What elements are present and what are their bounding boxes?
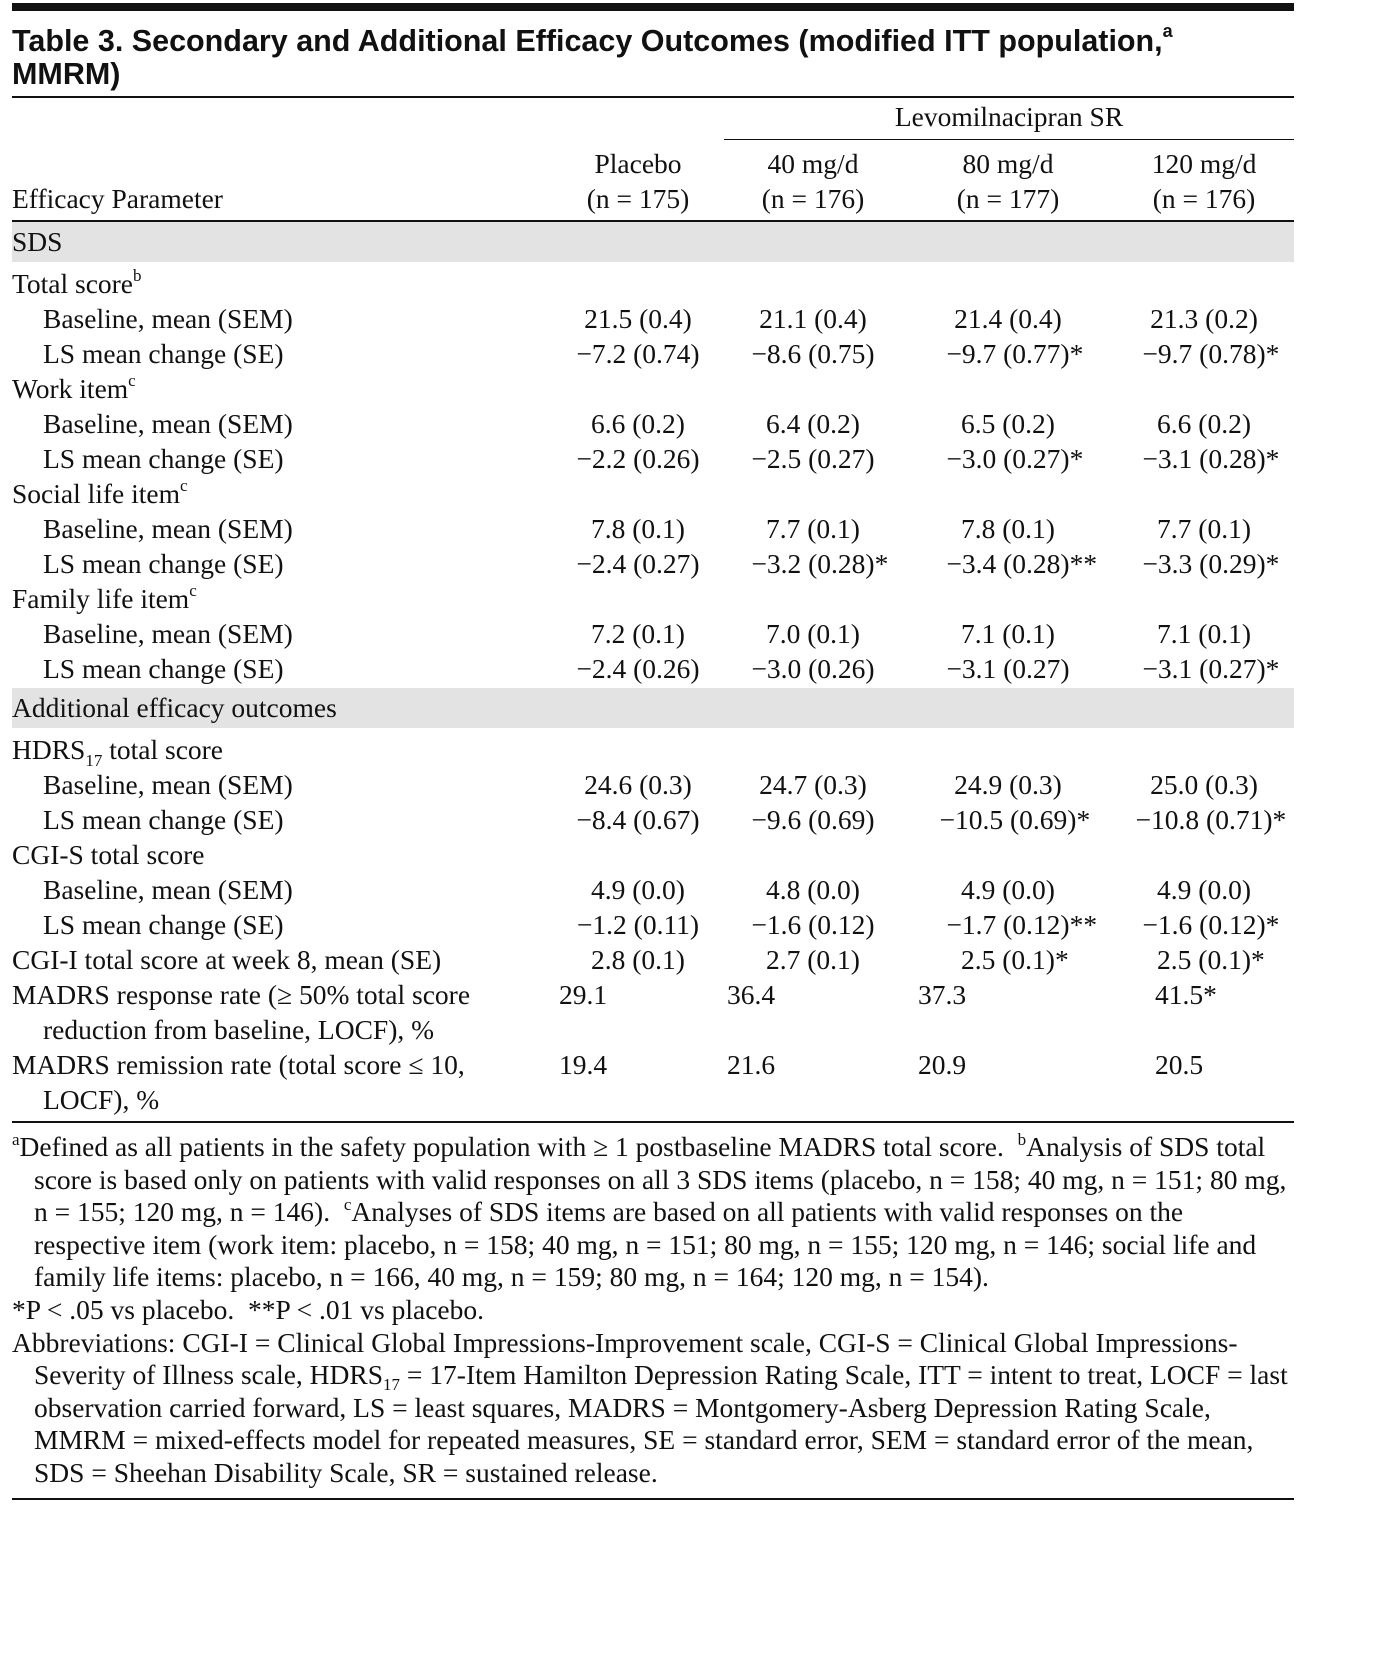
- table-cell: −2.4 (0.27): [576, 548, 700, 579]
- footnote-mark: c: [128, 371, 136, 390]
- table-row: LS mean change (SE) −2.4 (0.27) −3.2 (0.28)* −3.4 (0.28)** −3.3 (0.29)*: [12, 546, 1294, 581]
- col-header-placebo: Placebo: [594, 148, 682, 179]
- levomilnacipran-group-header: Levomilnacipran SR: [724, 98, 1294, 140]
- table-cell: 7.1 (0.1): [1157, 618, 1251, 649]
- table-cell: −10.5 (0.69): [939, 804, 1077, 835]
- row-label: Baseline, mean (SEM): [43, 874, 293, 905]
- table-cell: 6.6 (0.2): [591, 408, 685, 439]
- row-label-cgi-i: CGI-I total score at week 8, mean (SE): [12, 944, 442, 975]
- table-title-footnote-mark: a: [1162, 21, 1173, 41]
- table-cell: −3.4 (0.28): [946, 548, 1070, 579]
- table-row: [12, 301, 1294, 336]
- row-label-work-item: Work item: [12, 373, 129, 404]
- table-cell: 21.6: [727, 1049, 776, 1080]
- table-cell: −7.2 (0.74): [576, 338, 700, 369]
- footnote-a: Defined as all patients in the safety population with ≥ 1 postbaseline MADRS total score.: [19, 1131, 1004, 1162]
- row-label: LS mean change (SE): [43, 804, 284, 835]
- table-cell: 7.1 (0.1): [961, 618, 1055, 649]
- footnote-abbreviations: [12, 1327, 1294, 1490]
- table-row: [12, 406, 1294, 441]
- footnotes: [12, 1131, 1294, 1490]
- table-cell: 4.9 (0.0): [1157, 874, 1251, 905]
- row-label: Baseline, mean (SEM): [43, 408, 293, 439]
- table-cell: 6.6 (0.2): [1157, 408, 1251, 439]
- table-row: LS mean change (SE) −2.2 (0.26) −2.5 (0.27) −3.0 (0.27)* −3.1 (0.28)*: [12, 441, 1294, 476]
- col-n-80mg: (n = 177): [956, 183, 1060, 214]
- table-cell: 21.4 (0.4): [954, 303, 1062, 334]
- table-cell: 21.1 (0.4): [759, 303, 867, 334]
- footnote-mark-a: a: [12, 1130, 20, 1149]
- table-row: LS mean change (SE) −2.4 (0.26) −3.0 (0.26) −3.1 (0.27) −3.1 (0.27)*: [12, 651, 1294, 686]
- table-cell: 19.4: [559, 1049, 608, 1080]
- col-n-40mg: (n = 176): [761, 183, 865, 214]
- row-label-family-life-item: Family life item: [12, 583, 190, 614]
- table-container: [12, 0, 1294, 1500]
- section-label-sds: SDS: [12, 221, 1294, 262]
- row-label: Baseline, mean (SEM): [43, 513, 293, 544]
- col-header-parameter: Efficacy Parameter: [12, 183, 223, 214]
- table-cell: −3.3 (0.29): [1142, 548, 1266, 579]
- row-label-madrs-remission: MADRS remission rate (total score ≤ 10,: [12, 1049, 465, 1080]
- table-row: [12, 616, 1294, 651]
- col-n-120mg: (n = 176): [1152, 183, 1256, 214]
- table-cell: 7.8 (0.1): [961, 513, 1055, 544]
- table-cell: 37.3: [918, 979, 967, 1010]
- efficacy-table: [12, 98, 1294, 1117]
- table-cell: 7.8 (0.1): [591, 513, 685, 544]
- table-cell: 21.5 (0.4): [584, 303, 692, 334]
- table-row: LS mean change (SE) −8.4 (0.67) −9.6 (0.69) −10.5 (0.69)* −10.8 (0.71)*: [12, 802, 1294, 837]
- table-cell: 4.9 (0.0): [961, 874, 1055, 905]
- row-label: LS mean change (SE): [43, 548, 284, 579]
- subscript: 17: [85, 751, 103, 770]
- table-cell: −9.7 (0.77): [946, 338, 1070, 369]
- table-cell: 7.0 (0.1): [766, 618, 860, 649]
- footnote-significance: [12, 1294, 1294, 1327]
- table-row: [12, 371, 1294, 406]
- table-cell: −2.4 (0.26): [576, 653, 700, 684]
- header-n-row: [12, 181, 1294, 216]
- footnote-c: Analyses of SDS items are based on all patients with valid responses on the respective item (work item: placebo, n = 158; 40 mg, n = 151; 80 mg, n = 155; 120 mg, n = 146; social life and family life items: placebo, n = 166, 40 mg, n = 159; 80 mg, n = 164; 120 mg, n = 154).: [34, 1196, 1257, 1293]
- table-cell: 2.5 (0.1): [1157, 944, 1251, 975]
- abbreviations-part1: Abbreviations: CGI-I = Clinical Global Impressions-Improvement scale, CGI-S = Clinical Global Impressions-Severity of Illness scale, HDRS: [12, 1326, 1238, 1391]
- top-rule: [12, 3, 1294, 11]
- section-row-additional: [12, 688, 1294, 728]
- table-row: CGI-I total score at week 8, mean (SE) 2.8 (0.1) 2.7 (0.1) 2.5 (0.1)* 2.5 (0.1)*: [12, 944, 1265, 975]
- col-header-40mg: 40 mg/d: [767, 148, 859, 179]
- footnote-mark: c: [180, 476, 188, 495]
- table-row: [12, 1047, 1294, 1082]
- table-bottom-rule: [12, 1121, 1294, 1123]
- table-cell: 7.2 (0.1): [591, 618, 685, 649]
- header-group-row: [12, 98, 1294, 140]
- table-cell: 25.0 (0.3): [1150, 769, 1258, 800]
- row-label-total-score: Total score: [12, 268, 134, 299]
- footnote-sig-01: **P < .01 vs placebo.: [248, 1293, 484, 1325]
- table-cell: −3.1 (0.27): [946, 653, 1070, 684]
- footnote-b: Analysis of SDS total score is based only on patients with valid responses on all 3 SDS items (placebo, n = 158; 40 mg, n = 151; 80 mg, n = 155; 120 mg, n = 146).: [34, 1131, 1287, 1228]
- table-cell: 2.8 (0.1): [591, 944, 685, 975]
- table-cell: 6.4 (0.2): [766, 408, 860, 439]
- row-label-cgi-s: CGI-S total score: [12, 839, 205, 870]
- table-row: [12, 767, 1294, 802]
- table-cell: 20.9: [918, 1049, 967, 1080]
- table-row: LS mean change (SE) −7.2 (0.74) −8.6 (0.75) −9.7 (0.77)* −9.7 (0.78)*: [12, 336, 1294, 371]
- row-label: LS mean change (SE): [43, 338, 284, 369]
- bottom-rule: [12, 1498, 1294, 1500]
- table-row: [12, 511, 1294, 546]
- row-label-madrs-remission-cont: LOCF), %: [43, 1084, 160, 1115]
- row-label: Baseline, mean (SEM): [43, 303, 293, 334]
- table-title-text: Table 3. Secondary and Additional Efficacy Outcomes (modified ITT population,: [12, 24, 1163, 58]
- table-row: [12, 581, 1294, 616]
- table-cell: 24.6 (0.3): [584, 769, 692, 800]
- table-cell: 7.7 (0.1): [1157, 513, 1251, 544]
- footnote-mark-c: c: [343, 1195, 352, 1215]
- row-label-madrs-response: MADRS response rate (≥ 50% total score: [12, 979, 471, 1010]
- table-cell: −8.6 (0.75): [751, 338, 875, 369]
- table-row: [12, 977, 1294, 1012]
- table-cell: 20.5: [1155, 1049, 1204, 1080]
- table-title-line2: MMRM): [12, 57, 121, 91]
- table-cell: −8.4 (0.67): [576, 804, 700, 835]
- table-cell: −1.6 (0.12): [1142, 909, 1266, 940]
- row-label-hdrs-rest: total score: [102, 734, 224, 765]
- table-row: [12, 476, 1294, 511]
- footnote-abc: [12, 1131, 1294, 1294]
- table-cell: −1.7 (0.12): [946, 909, 1070, 940]
- table-cell: 29.1: [559, 979, 608, 1010]
- row-label: Baseline, mean (SEM): [43, 618, 293, 649]
- table-cell: −2.2 (0.26): [576, 443, 700, 474]
- table-cell: −3.0 (0.26): [751, 653, 875, 684]
- col-header-120mg: 120 mg/d: [1151, 148, 1257, 179]
- col-n-placebo: (n = 175): [586, 183, 690, 214]
- table-cell: 24.7 (0.3): [759, 769, 867, 800]
- footnote-mark-b: b: [1017, 1130, 1027, 1149]
- table-cell: −3.0 (0.27): [946, 443, 1070, 474]
- header-name-row: [12, 140, 1294, 182]
- table-row: [12, 1012, 1294, 1047]
- table-cell: −3.1 (0.27): [1142, 653, 1266, 684]
- table-cell: 6.5 (0.2): [961, 408, 1055, 439]
- table-row: [12, 872, 1294, 907]
- table-cell: 41.5*: [1155, 979, 1217, 1010]
- section-label-additional: Additional efficacy outcomes: [12, 688, 1294, 728]
- table-cell: 2.7 (0.1): [766, 944, 860, 975]
- table-row: [12, 1082, 1294, 1117]
- table-cell: 24.9 (0.3): [954, 769, 1062, 800]
- row-label: LS mean change (SE): [43, 909, 284, 940]
- table-row: [12, 266, 1294, 301]
- table-cell: −3.1 (0.28): [1142, 443, 1266, 474]
- table-cell: −1.6 (0.12): [751, 909, 875, 940]
- table-cell: −9.6 (0.69): [751, 804, 875, 835]
- row-label-madrs-response-cont: reduction from baseline, LOCF), %: [43, 1014, 435, 1045]
- table-cell: 2.5 (0.1): [961, 944, 1055, 975]
- footnote-mark: c: [189, 581, 197, 600]
- row-label-hdrs: HDRS: [12, 734, 86, 765]
- row-label-social-life-item: Social life item: [12, 478, 181, 509]
- abbreviations-part2: = 17-Item Hamilton Depression Rating Scale, ITT = intent to treat, LOCF = last observation carried forward, LS = least squares, MADRS = Montgomery-Asberg Depression Rating Scale, MMRM = mixed-effects model for repeated measures, SE = standard error, SEM = standard error of the mean, SDS = Sheehan Disability Scale, SR = sustained release.: [34, 1359, 1288, 1488]
- table-cell: −10.8 (0.71): [1135, 804, 1273, 835]
- section-row-sds: [12, 221, 1294, 262]
- table-cell: −1.2 (0.11): [576, 909, 700, 940]
- row-label: LS mean change (SE): [43, 653, 284, 684]
- col-header-80mg: 80 mg/d: [962, 148, 1054, 179]
- table-cell: 4.8 (0.0): [766, 874, 860, 905]
- row-label: LS mean change (SE): [43, 443, 284, 474]
- table-cell: 4.9 (0.0): [591, 874, 685, 905]
- table-cell: −9.7 (0.78): [1142, 338, 1266, 369]
- table-cell: 36.4: [727, 979, 776, 1010]
- table-cell: −3.2 (0.28): [751, 548, 875, 579]
- table-row: [12, 837, 1294, 872]
- table-cell: 21.3 (0.2): [1150, 303, 1258, 334]
- footnote-mark: b: [133, 266, 142, 285]
- table-row: [12, 732, 1294, 767]
- abbreviations-subscript: 17: [383, 1375, 401, 1395]
- table-cell: −2.5 (0.27): [751, 443, 875, 474]
- table-title: [12, 21, 1294, 91]
- row-label: Baseline, mean (SEM): [43, 769, 293, 800]
- table-cell: 7.7 (0.1): [766, 513, 860, 544]
- footnote-sig-05: *P < .05 vs placebo.: [12, 1293, 235, 1325]
- table-row: LS mean change (SE) −1.2 (0.11) −1.6 (0.12) −1.7 (0.12)** −1.6 (0.12)*: [12, 907, 1294, 942]
